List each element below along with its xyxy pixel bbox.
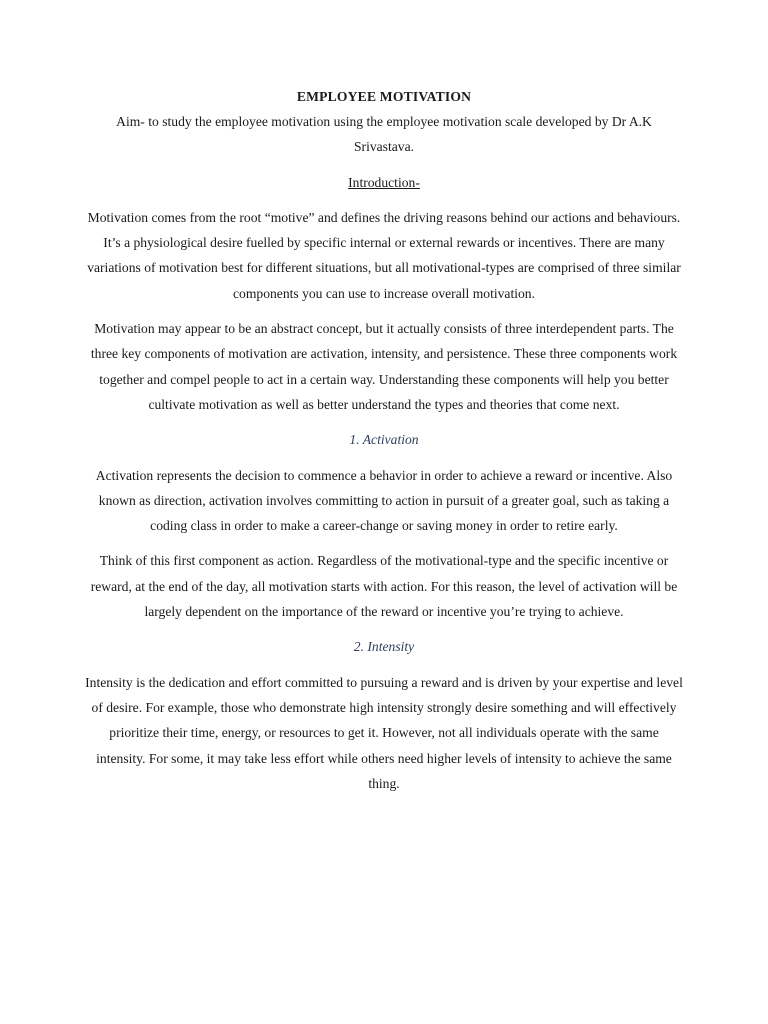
intro-paragraph-2: Motivation may appear to be an abstract concept, but it actually consists of three interdependent parts. The three key components of motivation are activation, intensity, and persistence. These three components work together and compel people to act in a certain way. Understanding these components will help you better cultivate motivation as well as better understand the types and theories that come next.	[90, 321, 678, 412]
activation-heading: 1. Activation	[349, 432, 419, 448]
document-title: EMPLOYEE MOTIVATION	[296, 89, 472, 104]
activation-paragraph-2: Think of this first component as action. Regardless of the motivational-type and the specific incentive or reward, at the end of the day, all motivation starts with action. For this reason, the level of activation will be largely dependent on the importance of the reward or incentive you’re trying to achieve.	[90, 553, 678, 620]
intensity-paragraph-1: Intensity is the dedication and effort committed to pursuing a reward and is driven by your expertise and level of desire. For example, those who demonstrate high intensity strongly desire something and will effectively prioritize their time, energy, or resources to get it. However, not all individuals operate with the same intensity. For some, it may take less effort while others need higher levels of intensity to achieve the same thing.	[85, 674, 683, 791]
introduction-heading: Introduction-	[348, 174, 420, 190]
intro-paragraph-1: Motivation comes from the root “motive” and defines the driving reasons behind our actions and behaviours. It’s a physiological desire fuelled by specific internal or external rewards or incentives. There are many variations of motivation best for different situations, but all motivational-types are comprised of three similar components you can use to increase overall motivation.	[87, 209, 681, 301]
aim-statement: Aim- to study the employee motivation using the employee motivation scale developed by Dr A.K Srivastava.	[116, 114, 652, 155]
activation-paragraph-1: Activation represents the decision to commence a behavior in order to achieve a reward or incentive. Also known as direction, activation involves committing to action in pursuit of a greater goal, such as taking a coding class in order to make a career-change or saving money in order to retire early.	[95, 467, 673, 534]
document-body	[84, 84, 684, 796]
intensity-heading: 2. Intensity	[353, 639, 415, 655]
